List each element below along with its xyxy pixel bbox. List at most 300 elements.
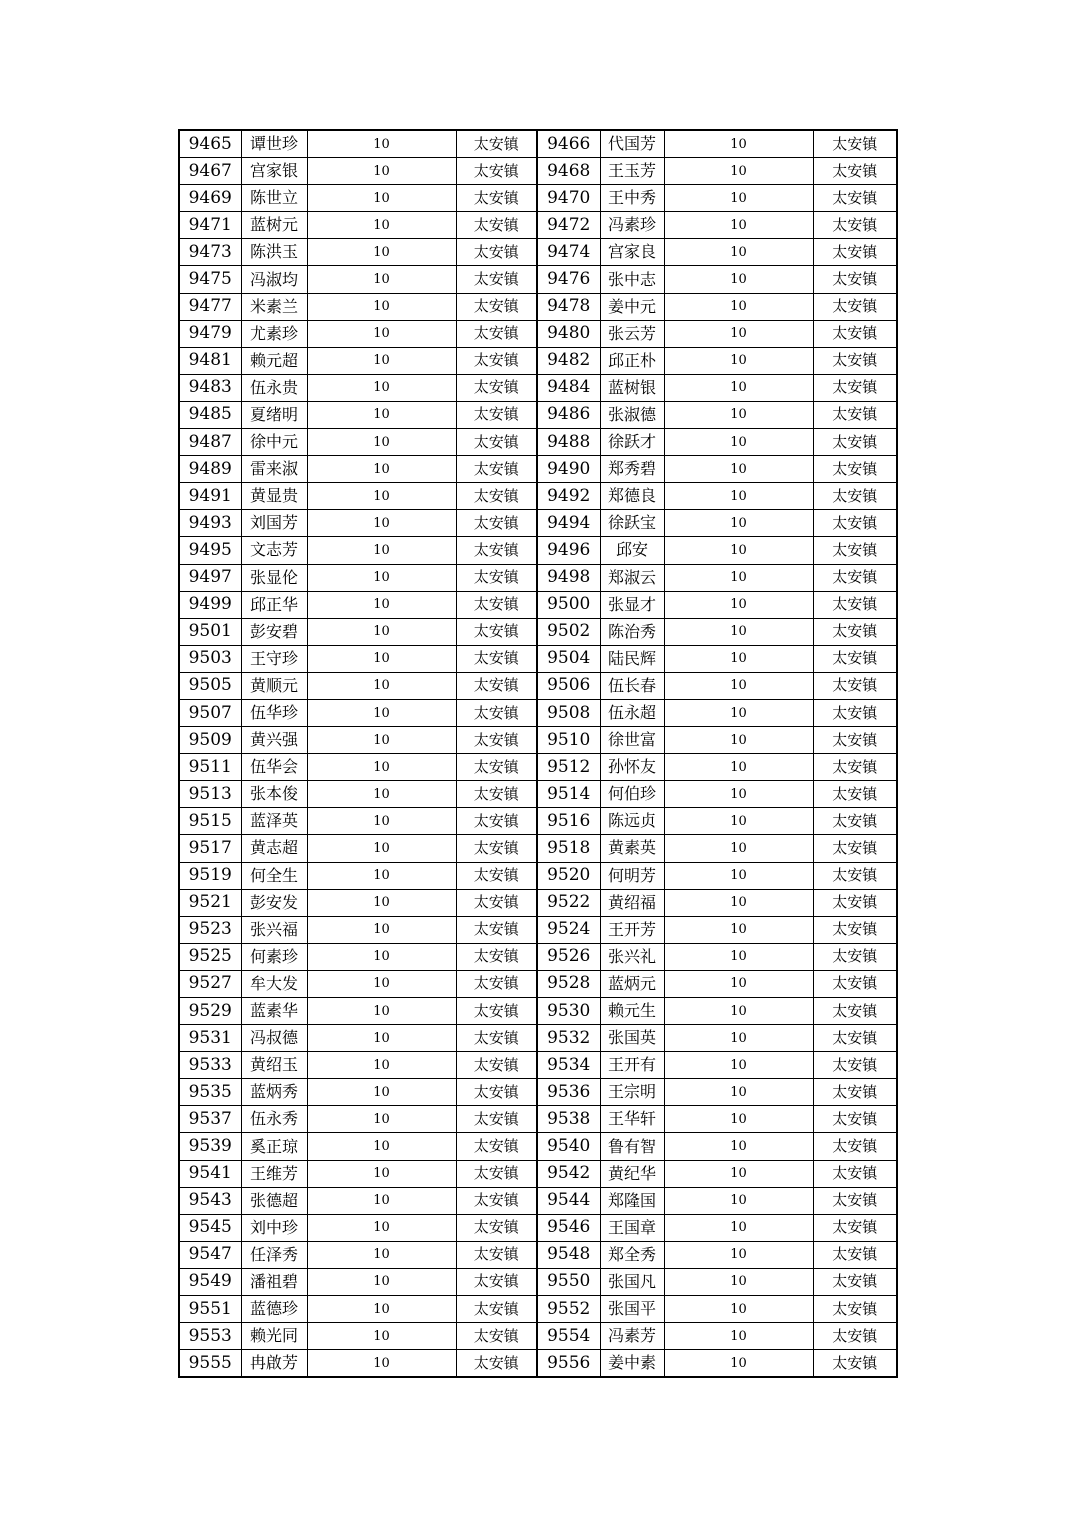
serial-number-cell: 9523 xyxy=(179,916,241,943)
amount-cell: 10 xyxy=(307,970,456,997)
table-row xyxy=(179,754,897,781)
serial-number-cell: 9548 xyxy=(537,1241,600,1268)
name-cell: 王中秀 xyxy=(600,185,664,212)
town-cell: 太安镇 xyxy=(456,158,537,185)
table-row xyxy=(179,591,897,618)
amount-cell: 10 xyxy=(664,943,813,970)
serial-number-cell: 9540 xyxy=(537,1133,600,1160)
name-cell: 黄显贵 xyxy=(241,483,307,510)
amount-cell: 10 xyxy=(307,130,456,158)
name-cell: 张云芳 xyxy=(600,320,664,347)
amount-cell: 10 xyxy=(664,1025,813,1052)
town-cell: 太安镇 xyxy=(813,781,897,808)
name-cell: 张国凡 xyxy=(600,1268,664,1295)
town-cell: 太安镇 xyxy=(813,456,897,483)
amount-cell: 10 xyxy=(307,1214,456,1241)
name-cell: 张兴礼 xyxy=(600,943,664,970)
serial-number-cell: 9503 xyxy=(179,645,241,672)
name-cell: 文志芳 xyxy=(241,537,307,564)
table-row xyxy=(179,916,897,943)
serial-number-cell: 9518 xyxy=(537,835,600,862)
town-cell: 太安镇 xyxy=(456,374,537,401)
serial-number-cell: 9504 xyxy=(537,645,600,672)
town-cell: 太安镇 xyxy=(456,510,537,537)
amount-cell: 10 xyxy=(307,862,456,889)
amount-cell: 10 xyxy=(307,1187,456,1214)
town-cell: 太安镇 xyxy=(456,239,537,266)
town-cell: 太安镇 xyxy=(456,1025,537,1052)
amount-cell: 10 xyxy=(307,1052,456,1079)
town-cell: 太安镇 xyxy=(813,158,897,185)
town-cell: 太安镇 xyxy=(456,185,537,212)
name-cell: 张淑德 xyxy=(600,401,664,428)
amount-cell: 10 xyxy=(307,1079,456,1106)
name-cell: 赖元生 xyxy=(600,998,664,1025)
table-row xyxy=(179,781,897,808)
town-cell: 太安镇 xyxy=(456,130,537,158)
town-cell: 太安镇 xyxy=(813,754,897,781)
name-cell: 牟大发 xyxy=(241,970,307,997)
serial-number-cell: 9502 xyxy=(537,618,600,645)
amount-cell: 10 xyxy=(307,537,456,564)
serial-number-cell: 9489 xyxy=(179,456,241,483)
town-cell: 太安镇 xyxy=(813,699,897,726)
amount-cell: 10 xyxy=(664,1052,813,1079)
town-cell: 太安镇 xyxy=(813,1214,897,1241)
town-cell: 太安镇 xyxy=(813,266,897,293)
serial-number-cell: 9467 xyxy=(179,158,241,185)
name-cell: 张德超 xyxy=(241,1187,307,1214)
name-cell: 张中志 xyxy=(600,266,664,293)
name-cell: 奚正琼 xyxy=(241,1133,307,1160)
name-cell: 郑全秀 xyxy=(600,1241,664,1268)
amount-cell: 10 xyxy=(307,1160,456,1187)
amount-cell: 10 xyxy=(307,943,456,970)
serial-number-cell: 9488 xyxy=(537,429,600,456)
name-cell: 郑隆国 xyxy=(600,1187,664,1214)
name-cell: 彭安碧 xyxy=(241,618,307,645)
town-cell: 太安镇 xyxy=(456,727,537,754)
name-cell: 彭安发 xyxy=(241,889,307,916)
amount-cell: 10 xyxy=(664,889,813,916)
town-cell: 太安镇 xyxy=(813,618,897,645)
amount-cell: 10 xyxy=(664,483,813,510)
amount-cell: 10 xyxy=(664,998,813,1025)
serial-number-cell: 9516 xyxy=(537,808,600,835)
name-cell: 何伯珍 xyxy=(600,781,664,808)
town-cell: 太安镇 xyxy=(456,1079,537,1106)
town-cell: 太安镇 xyxy=(456,456,537,483)
amount-cell: 10 xyxy=(664,699,813,726)
town-cell: 太安镇 xyxy=(456,889,537,916)
table-row xyxy=(179,998,897,1025)
amount-cell: 10 xyxy=(307,835,456,862)
serial-number-cell: 9508 xyxy=(537,699,600,726)
town-cell: 太安镇 xyxy=(813,889,897,916)
serial-number-cell: 9553 xyxy=(179,1323,241,1350)
amount-cell: 10 xyxy=(307,347,456,374)
amount-cell: 10 xyxy=(664,1106,813,1133)
table-row xyxy=(179,429,897,456)
amount-cell: 10 xyxy=(307,1268,456,1295)
name-cell: 张显才 xyxy=(600,591,664,618)
serial-number-cell: 9543 xyxy=(179,1187,241,1214)
amount-cell: 10 xyxy=(307,1106,456,1133)
table-row xyxy=(179,835,897,862)
amount-cell: 10 xyxy=(664,970,813,997)
serial-number-cell: 9471 xyxy=(179,212,241,239)
town-cell: 太安镇 xyxy=(456,212,537,239)
table-row xyxy=(179,1214,897,1241)
town-cell: 太安镇 xyxy=(456,943,537,970)
serial-number-cell: 9480 xyxy=(537,320,600,347)
serial-number-cell: 9478 xyxy=(537,293,600,320)
name-cell: 王国章 xyxy=(600,1214,664,1241)
serial-number-cell: 9522 xyxy=(537,889,600,916)
serial-number-cell: 9535 xyxy=(179,1079,241,1106)
town-cell: 太安镇 xyxy=(456,1133,537,1160)
name-cell: 刘中珍 xyxy=(241,1214,307,1241)
name-cell: 黄纪华 xyxy=(600,1160,664,1187)
name-cell: 宫家银 xyxy=(241,158,307,185)
name-cell: 冯素珍 xyxy=(600,212,664,239)
serial-number-cell: 9533 xyxy=(179,1052,241,1079)
town-cell: 太安镇 xyxy=(456,564,537,591)
serial-number-cell: 9493 xyxy=(179,510,241,537)
name-cell: 黄绍玉 xyxy=(241,1052,307,1079)
roster-table xyxy=(178,129,898,1378)
serial-number-cell: 9554 xyxy=(537,1323,600,1350)
name-cell: 孙怀友 xyxy=(600,754,664,781)
serial-number-cell: 9468 xyxy=(537,158,600,185)
serial-number-cell: 9482 xyxy=(537,347,600,374)
serial-number-cell: 9539 xyxy=(179,1133,241,1160)
name-cell: 蓝炳元 xyxy=(600,970,664,997)
town-cell: 太安镇 xyxy=(456,320,537,347)
town-cell: 太安镇 xyxy=(813,1079,897,1106)
name-cell: 黄绍福 xyxy=(600,889,664,916)
serial-number-cell: 9500 xyxy=(537,591,600,618)
town-cell: 太安镇 xyxy=(813,1323,897,1350)
amount-cell: 10 xyxy=(307,754,456,781)
town-cell: 太安镇 xyxy=(813,1133,897,1160)
amount-cell: 10 xyxy=(307,1133,456,1160)
name-cell: 尤素珍 xyxy=(241,320,307,347)
amount-cell: 10 xyxy=(664,185,813,212)
town-cell: 太安镇 xyxy=(456,401,537,428)
name-cell: 姜中元 xyxy=(600,293,664,320)
amount-cell: 10 xyxy=(664,320,813,347)
serial-number-cell: 9475 xyxy=(179,266,241,293)
amount-cell: 10 xyxy=(664,835,813,862)
amount-cell: 10 xyxy=(664,727,813,754)
town-cell: 太安镇 xyxy=(813,672,897,699)
amount-cell: 10 xyxy=(664,293,813,320)
serial-number-cell: 9470 xyxy=(537,185,600,212)
serial-number-cell: 9491 xyxy=(179,483,241,510)
town-cell: 太安镇 xyxy=(456,970,537,997)
amount-cell: 10 xyxy=(664,1214,813,1241)
amount-cell: 10 xyxy=(307,645,456,672)
name-cell: 陈世立 xyxy=(241,185,307,212)
town-cell: 太安镇 xyxy=(813,510,897,537)
amount-cell: 10 xyxy=(664,1241,813,1268)
amount-cell: 10 xyxy=(664,672,813,699)
roster-body xyxy=(179,130,897,1377)
town-cell: 太安镇 xyxy=(456,347,537,374)
name-cell: 蓝素华 xyxy=(241,998,307,1025)
serial-number-cell: 9469 xyxy=(179,185,241,212)
name-cell: 伍永贵 xyxy=(241,374,307,401)
serial-number-cell: 9465 xyxy=(179,130,241,158)
serial-number-cell: 9505 xyxy=(179,672,241,699)
name-cell: 郑秀碧 xyxy=(600,456,664,483)
amount-cell: 10 xyxy=(307,456,456,483)
serial-number-cell: 9492 xyxy=(537,483,600,510)
name-cell: 邱安 xyxy=(600,537,664,564)
name-cell: 王维芳 xyxy=(241,1160,307,1187)
town-cell: 太安镇 xyxy=(456,781,537,808)
name-cell: 何全生 xyxy=(241,862,307,889)
amount-cell: 10 xyxy=(307,483,456,510)
town-cell: 太安镇 xyxy=(456,1241,537,1268)
serial-number-cell: 9530 xyxy=(537,998,600,1025)
amount-cell: 10 xyxy=(664,456,813,483)
serial-number-cell: 9531 xyxy=(179,1025,241,1052)
name-cell: 何素珍 xyxy=(241,943,307,970)
table-row xyxy=(179,483,897,510)
table-row xyxy=(179,510,897,537)
amount-cell: 10 xyxy=(307,808,456,835)
serial-number-cell: 9525 xyxy=(179,943,241,970)
name-cell: 蓝炳秀 xyxy=(241,1079,307,1106)
serial-number-cell: 9541 xyxy=(179,1160,241,1187)
amount-cell: 10 xyxy=(664,1296,813,1323)
table-row xyxy=(179,1133,897,1160)
name-cell: 冉啟芳 xyxy=(241,1350,307,1378)
name-cell: 赖元超 xyxy=(241,347,307,374)
serial-number-cell: 9520 xyxy=(537,862,600,889)
amount-cell: 10 xyxy=(307,266,456,293)
amount-cell: 10 xyxy=(664,537,813,564)
town-cell: 太安镇 xyxy=(813,1106,897,1133)
serial-number-cell: 9484 xyxy=(537,374,600,401)
serial-number-cell: 9496 xyxy=(537,537,600,564)
amount-cell: 10 xyxy=(307,727,456,754)
table-row xyxy=(179,1025,897,1052)
serial-number-cell: 9501 xyxy=(179,618,241,645)
town-cell: 太安镇 xyxy=(813,1160,897,1187)
amount-cell: 10 xyxy=(664,1079,813,1106)
amount-cell: 10 xyxy=(664,781,813,808)
town-cell: 太安镇 xyxy=(813,727,897,754)
amount-cell: 10 xyxy=(307,374,456,401)
amount-cell: 10 xyxy=(664,1350,813,1378)
serial-number-cell: 9529 xyxy=(179,998,241,1025)
town-cell: 太安镇 xyxy=(813,1268,897,1295)
table-row xyxy=(179,374,897,401)
town-cell: 太安镇 xyxy=(813,1187,897,1214)
serial-number-cell: 9556 xyxy=(537,1350,600,1378)
name-cell: 王宗明 xyxy=(600,1079,664,1106)
town-cell: 太安镇 xyxy=(813,808,897,835)
amount-cell: 10 xyxy=(664,1268,813,1295)
town-cell: 太安镇 xyxy=(813,1296,897,1323)
town-cell: 太安镇 xyxy=(813,320,897,347)
table-row xyxy=(179,1296,897,1323)
table-row xyxy=(179,727,897,754)
serial-number-cell: 9498 xyxy=(537,564,600,591)
amount-cell: 10 xyxy=(307,239,456,266)
town-cell: 太安镇 xyxy=(456,429,537,456)
serial-number-cell: 9546 xyxy=(537,1214,600,1241)
table-row xyxy=(179,1160,897,1187)
town-cell: 太安镇 xyxy=(456,1323,537,1350)
serial-number-cell: 9550 xyxy=(537,1268,600,1295)
name-cell: 徐世富 xyxy=(600,727,664,754)
name-cell: 何明芳 xyxy=(600,862,664,889)
town-cell: 太安镇 xyxy=(456,1106,537,1133)
town-cell: 太安镇 xyxy=(456,591,537,618)
table-row xyxy=(179,618,897,645)
amount-cell: 10 xyxy=(307,510,456,537)
name-cell: 刘国芳 xyxy=(241,510,307,537)
table-row xyxy=(179,1106,897,1133)
table-row xyxy=(179,185,897,212)
name-cell: 张兴福 xyxy=(241,916,307,943)
serial-number-cell: 9521 xyxy=(179,889,241,916)
name-cell: 陆民辉 xyxy=(600,645,664,672)
table-row xyxy=(179,212,897,239)
amount-cell: 10 xyxy=(307,293,456,320)
amount-cell: 10 xyxy=(307,185,456,212)
amount-cell: 10 xyxy=(664,1133,813,1160)
town-cell: 太安镇 xyxy=(456,1296,537,1323)
town-cell: 太安镇 xyxy=(813,347,897,374)
table-row xyxy=(179,293,897,320)
name-cell: 雷来淑 xyxy=(241,456,307,483)
serial-number-cell: 9549 xyxy=(179,1268,241,1295)
town-cell: 太安镇 xyxy=(456,1350,537,1378)
name-cell: 黄兴强 xyxy=(241,727,307,754)
amount-cell: 10 xyxy=(307,158,456,185)
town-cell: 太安镇 xyxy=(456,672,537,699)
amount-cell: 10 xyxy=(664,212,813,239)
table-row xyxy=(179,347,897,374)
table-row xyxy=(179,862,897,889)
serial-number-cell: 9534 xyxy=(537,1052,600,1079)
name-cell: 蓝泽英 xyxy=(241,808,307,835)
name-cell: 任泽秀 xyxy=(241,1241,307,1268)
name-cell: 郑德良 xyxy=(600,483,664,510)
name-cell: 赖光同 xyxy=(241,1323,307,1350)
town-cell: 太安镇 xyxy=(456,699,537,726)
amount-cell: 10 xyxy=(664,618,813,645)
serial-number-cell: 9474 xyxy=(537,239,600,266)
serial-number-cell: 9555 xyxy=(179,1350,241,1378)
serial-number-cell: 9477 xyxy=(179,293,241,320)
serial-number-cell: 9509 xyxy=(179,727,241,754)
town-cell: 太安镇 xyxy=(813,483,897,510)
serial-number-cell: 9487 xyxy=(179,429,241,456)
town-cell: 太安镇 xyxy=(456,1187,537,1214)
name-cell: 张本俊 xyxy=(241,781,307,808)
name-cell: 姜中素 xyxy=(600,1350,664,1378)
amount-cell: 10 xyxy=(664,916,813,943)
town-cell: 太安镇 xyxy=(813,1350,897,1378)
name-cell: 徐跃才 xyxy=(600,429,664,456)
amount-cell: 10 xyxy=(664,130,813,158)
serial-number-cell: 9473 xyxy=(179,239,241,266)
serial-number-cell: 9481 xyxy=(179,347,241,374)
name-cell: 鲁有智 xyxy=(600,1133,664,1160)
serial-number-cell: 9551 xyxy=(179,1296,241,1323)
town-cell: 太安镇 xyxy=(813,943,897,970)
name-cell: 谭世珍 xyxy=(241,130,307,158)
amount-cell: 10 xyxy=(664,266,813,293)
amount-cell: 10 xyxy=(664,401,813,428)
name-cell: 王开芳 xyxy=(600,916,664,943)
amount-cell: 10 xyxy=(664,158,813,185)
amount-cell: 10 xyxy=(307,591,456,618)
name-cell: 蓝德珍 xyxy=(241,1296,307,1323)
town-cell: 太安镇 xyxy=(813,185,897,212)
serial-number-cell: 9524 xyxy=(537,916,600,943)
serial-number-cell: 9497 xyxy=(179,564,241,591)
serial-number-cell: 9547 xyxy=(179,1241,241,1268)
serial-number-cell: 9514 xyxy=(537,781,600,808)
amount-cell: 10 xyxy=(307,1241,456,1268)
serial-number-cell: 9538 xyxy=(537,1106,600,1133)
town-cell: 太安镇 xyxy=(456,754,537,781)
town-cell: 太安镇 xyxy=(813,130,897,158)
table-row xyxy=(179,537,897,564)
amount-cell: 10 xyxy=(307,212,456,239)
amount-cell: 10 xyxy=(307,1025,456,1052)
table-row xyxy=(179,1187,897,1214)
amount-cell: 10 xyxy=(664,429,813,456)
name-cell: 蓝树银 xyxy=(600,374,664,401)
name-cell: 陈洪玉 xyxy=(241,239,307,266)
amount-cell: 10 xyxy=(664,374,813,401)
serial-number-cell: 9542 xyxy=(537,1160,600,1187)
name-cell: 潘祖碧 xyxy=(241,1268,307,1295)
amount-cell: 10 xyxy=(307,998,456,1025)
amount-cell: 10 xyxy=(307,916,456,943)
name-cell: 张显伦 xyxy=(241,564,307,591)
town-cell: 太安镇 xyxy=(813,293,897,320)
town-cell: 太安镇 xyxy=(456,862,537,889)
serial-number-cell: 9485 xyxy=(179,401,241,428)
serial-number-cell: 9507 xyxy=(179,699,241,726)
serial-number-cell: 9545 xyxy=(179,1214,241,1241)
amount-cell: 10 xyxy=(664,808,813,835)
name-cell: 冯素芳 xyxy=(600,1323,664,1350)
table-row xyxy=(179,320,897,347)
name-cell: 代国芳 xyxy=(600,130,664,158)
amount-cell: 10 xyxy=(307,1296,456,1323)
table-row xyxy=(179,564,897,591)
town-cell: 太安镇 xyxy=(456,998,537,1025)
amount-cell: 10 xyxy=(664,1160,813,1187)
name-cell: 陈远贞 xyxy=(600,808,664,835)
name-cell: 冯淑均 xyxy=(241,266,307,293)
serial-number-cell: 9513 xyxy=(179,781,241,808)
name-cell: 黄顺元 xyxy=(241,672,307,699)
table-row xyxy=(179,808,897,835)
town-cell: 太安镇 xyxy=(813,970,897,997)
name-cell: 邱正朴 xyxy=(600,347,664,374)
